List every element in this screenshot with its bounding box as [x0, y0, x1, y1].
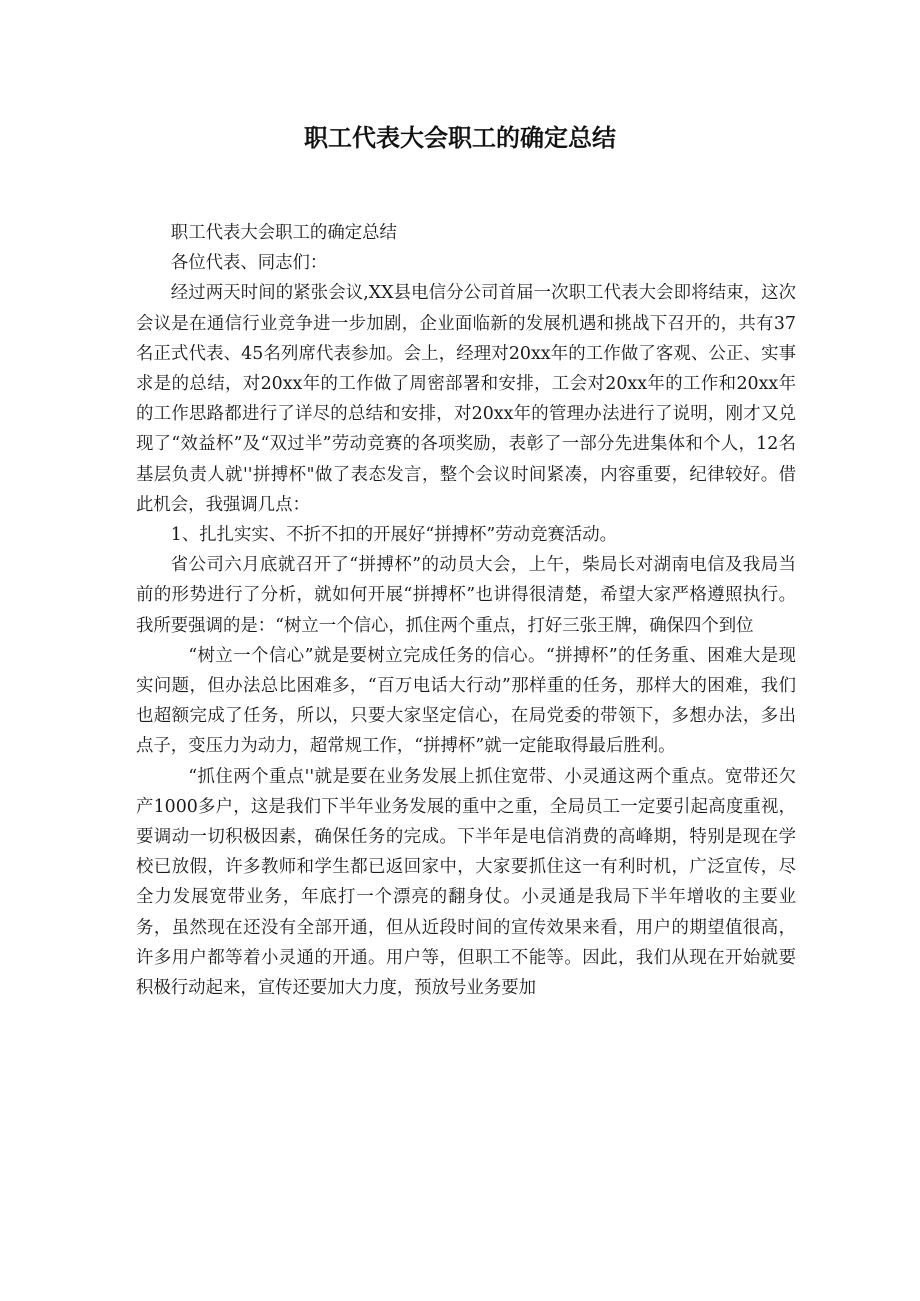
- document-body: [136, 218, 796, 1003]
- paragraph: “树立一个信心”就是要树立完成任务的信心。“拼搏杯”的任务重、困难大是现实问题，但办法总比困难多，“百万电话大行动”那样重的任务，那样大的困难，我们也超额完成了任务，所以，只要大家坚定信心，在局党委的带领下，多想办法，多出点子，变压力为动力，超常规工作，“拼搏杯”就一定能取得最后胜利。: [136, 645, 796, 757]
- paragraph: 经过两天时间的紧张会议,XX县电信分公司首届一次职工代表大会即将结束，这次会议是在通信行业竞争进一步加剧，企业面临新的发展机遇和挑战下召开的，共有37名正式代表、45名列席代表参加。会上，经理对20xx年的工作做了客观、公正、实事求是的总结，对20xx年的工作做了周密部署和安排，工会对20xx年的工作和20xx年的工作思路都进行了详尽的总结和安排，对20xx年的管理办法进行了说明，刚才又兑现了“效益杯”及“双过半”劳动竞赛的各项奖励，表彰了一部分先进集体和个人，12名基层负责人就''拼搏杯"做了表态发言，整个会议时间紧凑，内容重要，纪律较好。借此机会，我强调几点：: [136, 283, 796, 515]
- document-title: 职工代表大会职工的确定总结: [304, 124, 616, 152]
- paragraph: 省公司六月底就召开了“拼搏杯”的动员大会，上午，柴局长对湖南电信及我局当前的形势进行了分析，就如何开展“拼搏杯”也讲得很清楚，希望大家严格遵照执行。我所要强调的是：“树立一个信心，抓住两个重点，打好三张王牌，确保四个到位: [136, 555, 796, 636]
- salutation: 各位代表、同志们：: [170, 253, 328, 274]
- paragraph: “抓住两个重点''就是要在业务发展上抓住宽带、小灵通这两个重点。宽带还欠产1000多户，这是我们下半年业务发展的重中之重，全局员工一定要引起高度重视，要调动一切积极因素，确保任务的完成。下半年是电信消费的高峰期，特别是现在学校已放假，许多教师和学生都已返回家中，大家要抓住这一有利时机，广泛宣传，尽全力发展宽带业务，年底打一个漂亮的翻身仗。小灵通是我局下半年增收的主要业务，虽然现在还没有全部开通，但从近段时间的宣传效果来看，用户的期望值很高，许多用户都等着小灵通的开通。用户等，但职工不能等。因此，我们从现在开始就要积极行动起来，宣传还要加大力度，预放号业务要加: [136, 766, 796, 999]
- numbered-point: 1、扎扎实实、不折不扣的开展好“拼搏杯”劳动竞赛活动。: [170, 525, 618, 546]
- body-heading-line: 职工代表大会职工的确定总结: [170, 223, 397, 243]
